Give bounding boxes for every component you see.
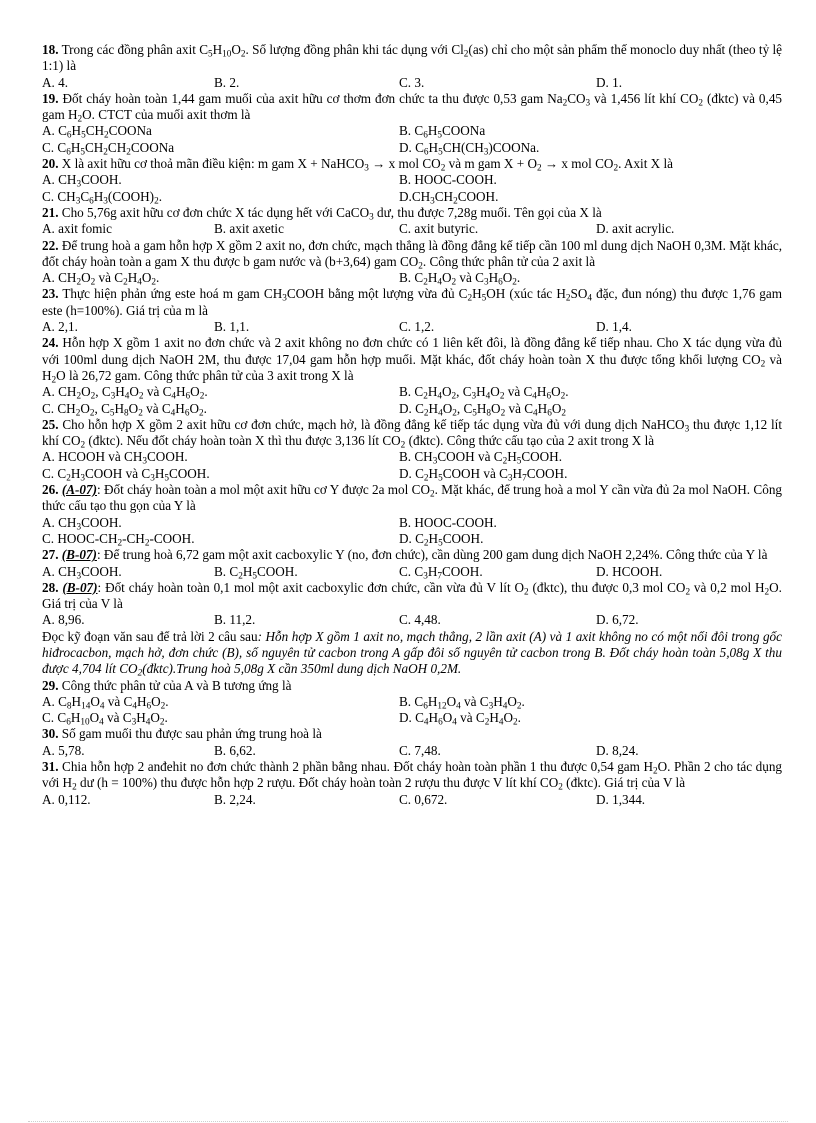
answer-option-a[interactable]: A. 0,112. xyxy=(42,791,91,807)
exam-source-tag: (A-07) xyxy=(61,482,97,498)
answer-options xyxy=(42,449,782,482)
answer-options xyxy=(42,564,782,580)
exam-source-tag: (B-07) xyxy=(61,547,97,563)
question-text: : Đốt cháy hoàn toàn a mol một axit hữu cơ Y được 2a mol $CO_2$. Mặt khác, để trung hoà a mol Y cần vừa đủ 2a mol NaOH. Công thức cấu tạo thu gọn của Y là xyxy=(42,482,783,514)
question-stem xyxy=(42,547,782,563)
answer-option-b[interactable]: B. $C_2H_5COOH$. xyxy=(214,563,298,580)
answer-option-c[interactable]: C. 3. xyxy=(399,74,425,90)
question-stem xyxy=(42,580,782,613)
answer-option-a[interactable]: A. 2,1. xyxy=(42,319,78,335)
answer-option-d[interactable]: D. $C_2H_5COOH$. xyxy=(399,530,484,548)
question-number: 18. xyxy=(42,42,59,57)
answer-options xyxy=(42,221,782,237)
question-stem xyxy=(42,335,782,384)
passage-lead: Đọc kỹ đoạn văn sau để trả lời 2 câu sau xyxy=(42,628,258,644)
question-stem xyxy=(42,156,782,172)
answer-option-a[interactable]: A. 8,96. xyxy=(42,612,85,628)
answer-option-c[interactable]: C. $C_3H_7COOH$. xyxy=(399,563,483,580)
answer-options xyxy=(42,75,782,91)
question-25 xyxy=(42,417,782,482)
question-number: 24. xyxy=(42,335,59,351)
answer-option-b[interactable]: B. 2. xyxy=(214,74,240,90)
question-stem xyxy=(42,286,782,319)
answer-option-c[interactable]: C. $C_2H_3COOH$ và $C_3H_5COOH$. xyxy=(42,465,210,483)
question-31 xyxy=(42,759,782,808)
question-29 xyxy=(42,678,782,727)
question-stem xyxy=(42,42,782,75)
question-23 xyxy=(42,286,782,335)
question-number: 22. xyxy=(42,237,59,253)
answer-option-b[interactable]: B. $C_6H_{12}O_4$ và $C_3H_4O_2$. xyxy=(399,693,525,711)
answer-option-a[interactable]: A. $CH_2O_2$ và $C_2H_4O_2$. xyxy=(42,270,160,287)
question-list xyxy=(42,42,782,629)
question-21 xyxy=(42,205,782,238)
question-text: Trong các đồng phân axit $C_5H_{10}O_2$. Số lượng đồng phân khi tác dụng với $Cl_2(as)$ chỉ cho một sản phẩm thế monoclo duy nhất (theo tỷ lệ 1:1) là xyxy=(42,42,783,74)
question-stem xyxy=(42,238,782,271)
question-text: Cho 5,76g axit hữu cơ đơn chức X tác dụng hết với CaCO$_3$ dư, thu được 7,28g muối. Tên gọi của X là xyxy=(61,204,602,222)
answer-options xyxy=(42,694,782,727)
document-page xyxy=(42,42,782,808)
answer-option-d[interactable]: D. 1. xyxy=(596,74,623,90)
answer-options xyxy=(42,384,782,417)
question-text: Chia hỗn hợp 2 anđehit no đơn chức thành 2 phần bằng nhau. Đốt cháy hoàn toàn phần 1 thu được 0,54 gam $H_2O$. Phần 2 cho tác dụng với $H_2$ dư (h = 100%) thu được hỗn hợp 2 rượu. Đốt cháy hoàn toàn 2 rượu thu được V lít khí $CO_2$ (đktc). Giá trị của V là xyxy=(42,759,783,792)
question-number: 30. xyxy=(42,726,59,742)
answer-option-d[interactable]: D. 6,72. xyxy=(596,612,639,628)
answer-option-d[interactable]: D. 8,24. xyxy=(596,742,639,758)
question-30 xyxy=(42,726,782,759)
answer-options xyxy=(42,172,782,205)
answer-option-a[interactable]: A. 5,78. xyxy=(42,742,85,758)
answer-options xyxy=(42,792,782,808)
reading-passage xyxy=(42,629,782,678)
answer-option-d[interactable]: D. 1,4. xyxy=(596,319,632,335)
question-text: Cho hỗn hợp X gồm 2 axit hữu cơ đơn chức, mạch hở, là đồng đẳng kế tiếp tác dụng vừa đủ với dung dịch NaHCO$_3$ thu được 1,12 lít khí $CO_2$ (đktc). Nếu đốt cháy hoàn toàn X thì thu được 3,136 lít $CO_2$ (đktc). Công thức cấu tạo của 2 axit trong X là xyxy=(42,416,782,450)
question-stem xyxy=(42,91,782,124)
answer-option-a[interactable]: A. $C_8H_{14}O_4$ và $C_4H_6O_2$. xyxy=(42,693,169,711)
answer-option-c[interactable]: C. axit butyric. xyxy=(399,221,479,237)
question-text: : Để trung hoà 6,72 gam một axit cacboxylic Y (no, đơn chức), cần dùng 200 gam dung dịch NaOH 2,24%. Công thức của Y là xyxy=(96,547,768,563)
question-stem xyxy=(42,205,782,221)
answer-option-a[interactable]: A. axit fomic xyxy=(42,221,112,237)
question-26 xyxy=(42,482,782,547)
question-number: 25. xyxy=(42,416,59,432)
answer-option-c[interactable]: C. HOOC-$CH_2-CH_2$-COOH. xyxy=(42,530,195,548)
answer-option-d[interactable]: $D.CH_3CH_2COOH$. xyxy=(399,188,499,205)
question-stem xyxy=(42,417,782,450)
question-number: 28. xyxy=(42,579,59,595)
answer-option-b[interactable]: B. $C_2H_4O_2$, $C_3H_4O_2$ và $C_4H_6O_2$. xyxy=(399,384,569,401)
answer-option-a[interactable]: A. $C_6H_5CH_2COONa$ xyxy=(42,123,152,140)
question-stem xyxy=(42,678,782,694)
question-stem xyxy=(42,482,782,515)
exam-source-tag: (B-07) xyxy=(62,579,98,595)
question-text: Để trung hoà a gam hỗn hợp X gồm 2 axit no, đơn chức, mạch thẳng là đồng đẳng kế tiếp cần 100 ml dung dịch NaOH 0,3M. Mặt khác, đốt cháy hoàn toàn a gam X thu được b gam nước và (b+3,64) gam $CO_2$. Công thức phân tử của 2 axit là xyxy=(42,237,782,271)
question-28 xyxy=(42,580,782,629)
answer-option-c[interactable]: C. $CH_3C_6H_3(COOH)_2$. xyxy=(42,188,162,205)
question-number: 31. xyxy=(42,759,59,775)
answer-option-c[interactable]: C. 0,672. xyxy=(399,791,448,807)
answer-option-d[interactable]: D. $C_2H_4O_2$, $C_5H_8O_2$ và $C_4H_6O_2$ xyxy=(399,400,566,417)
question-27 xyxy=(42,547,782,580)
question-19 xyxy=(42,91,782,156)
question-text: Công thức phân tử của A và B tương ứng là xyxy=(61,677,292,693)
question-number: 23. xyxy=(42,286,59,302)
answer-option-b[interactable]: B. $C_2H_4O_2$ và $C_3H_6O_2$. xyxy=(399,270,521,287)
footer-divider xyxy=(28,1121,788,1122)
question-text: Số gam muối thu được sau phản ứng trung hoà là xyxy=(61,726,322,742)
question-text: : Đốt cháy hoàn toàn 0,1 mol một axit cacboxylic đơn chức, cần vừa đủ V lít $O_2$ (đktc), thu được 0,3 mol $CO_2$ và 0,2 mol $H_2O$. Giá trị của V là xyxy=(42,579,782,612)
question-number: 29. xyxy=(42,677,59,693)
question-text: Đốt cháy hoàn toàn 1,44 gam muối của axit hữu cơ thơm đơn chức ta thu được 0,53 gam $Na_2CO_3$ và 1,456 lít khí $CO_2$ (đktc) và 0,45 gam $H_2O$. CTCT của muối axit thơm là xyxy=(42,90,783,124)
answer-option-b[interactable]: B. HOOC-COOH. xyxy=(399,172,497,188)
answer-option-d[interactable]: D. $C_2H_5COOH$ và $C_3H_7COOH$. xyxy=(399,465,568,483)
answer-option-c[interactable]: C. $C_6H_5CH_2CH_2COONa$ xyxy=(42,139,175,157)
answer-options xyxy=(42,612,782,628)
question-text: Hỗn hợp X gồm 1 axit no đơn chức và 2 axit không no đơn chức có 1 liên kết đôi, là đồng đẳng kế tiếp nhau. Cho X tác dụng vừa đủ với 100ml dung dịch NaOH 2M, thu được 17,04 gam hỗn hợp muối. Mặt khác, đốt cháy hoàn toàn X thu được tổng khối lượng $CO_2$ và $H_2O$ là 26,72 gam. Công thức phân tử của 3 axit trong X là xyxy=(42,335,783,385)
answer-option-a[interactable]: A. $CH_3COOH$. xyxy=(42,563,122,580)
answer-option-d[interactable]: D. $C_4H_6O_4$ và $C_2H_4O_2$. xyxy=(399,710,521,727)
answer-option-b[interactable]: B. HOOC-COOH. xyxy=(399,514,497,530)
answer-option-b[interactable]: B. $C_6H_5COONa$ xyxy=(399,123,486,140)
question-number: 26. xyxy=(42,482,59,498)
answer-options xyxy=(42,515,782,548)
question-number: 20. xyxy=(42,156,59,172)
answer-option-a[interactable]: A. $CH_3COOH$. xyxy=(42,514,122,531)
answer-option-b[interactable]: B. axit axetic xyxy=(214,221,284,237)
question-18 xyxy=(42,42,782,91)
question-text: Thực hiện phản ứng este hoá m gam $CH_3COOH$ bằng một lượng vừa đủ $C_2H_5OH$ (xúc tác $H_2SO_4$ đặc, đun nóng) thu được 1,76 gam este (h=100%). Giá trị của m là xyxy=(42,286,782,318)
answer-option-a[interactable]: A. $CH_3COOH$. xyxy=(42,172,122,189)
answer-option-b[interactable]: B. 11,2. xyxy=(214,612,256,628)
answer-option-b[interactable]: B. 6,62. xyxy=(214,742,256,758)
answer-options xyxy=(42,743,782,759)
question-number: 21. xyxy=(42,204,59,220)
question-list-2 xyxy=(42,678,782,808)
question-stem xyxy=(42,759,782,792)
question-text: X là axit hữu cơ thoả mãn điều kiện: m gam X + NaHCO$_3$ → x mol $CO_2$ và m gam $X + O_2 \to x$ mol $CO_2$. Axit X là xyxy=(61,156,674,173)
answer-option-c[interactable]: C. $C_6H_{10}O_4$ và $C_3H_4O_2$. xyxy=(42,710,168,727)
question-number: 27. xyxy=(42,547,59,563)
question-20 xyxy=(42,156,782,205)
answer-option-c[interactable]: C. 7,48. xyxy=(399,742,441,758)
question-number: 19. xyxy=(42,90,59,106)
answer-option-b[interactable]: B. 1,1. xyxy=(214,319,250,335)
question-22 xyxy=(42,238,782,287)
answer-options xyxy=(42,319,782,335)
answer-option-b[interactable]: B. $CH_3COOH$ và $C_2H_5COOH$. xyxy=(399,449,563,466)
answer-option-c[interactable]: C. 4,48. xyxy=(399,612,441,628)
answer-option-c[interactable]: C. $CH_2O_2$, $C_5H_8O_2$ và $C_4H_6O_2$. xyxy=(42,400,207,417)
answer-options xyxy=(42,123,782,156)
answer-option-c[interactable]: C. 1,2. xyxy=(399,319,435,335)
answer-option-a[interactable]: A. HCOOH và $CH_3COOH$. xyxy=(42,449,188,466)
answer-options xyxy=(42,270,782,286)
answer-option-d[interactable]: D. $C_6H_5CH(CH_3)COONa$. xyxy=(399,139,540,157)
answer-option-d[interactable]: D. HCOOH. xyxy=(596,563,663,579)
answer-option-d[interactable]: D. 1,344. xyxy=(596,791,646,807)
answer-option-b[interactable]: B. 2,24. xyxy=(214,791,256,807)
answer-option-a[interactable]: A. $CH_2O_2$, $C_3H_4O_2$ và $C_4H_6O_2$. xyxy=(42,384,208,401)
question-24 xyxy=(42,335,782,416)
answer-option-d[interactable]: D. axit acrylic. xyxy=(596,221,675,237)
passage-text: : Hỗn hợp X gồm 1 axit no, mạch thẳng, 2 lần axit (A) và 1 axit không no có một nối đôi trong gốc hiđrocacbon, mạch hở, đơn chức (B), số nguyên tử cacbon trong A gấp đôi số nguyên tử cacbon trong B. Đốt cháy hoàn toàn 5,08g X thu được 4,704 lít $CO_2(đktc).Trung$ hoà 5,08g X cần 350ml dung dịch NaOH 0,2M. xyxy=(42,628,782,678)
question-stem xyxy=(42,726,782,742)
answer-option-a[interactable]: A. 4. xyxy=(42,74,69,90)
